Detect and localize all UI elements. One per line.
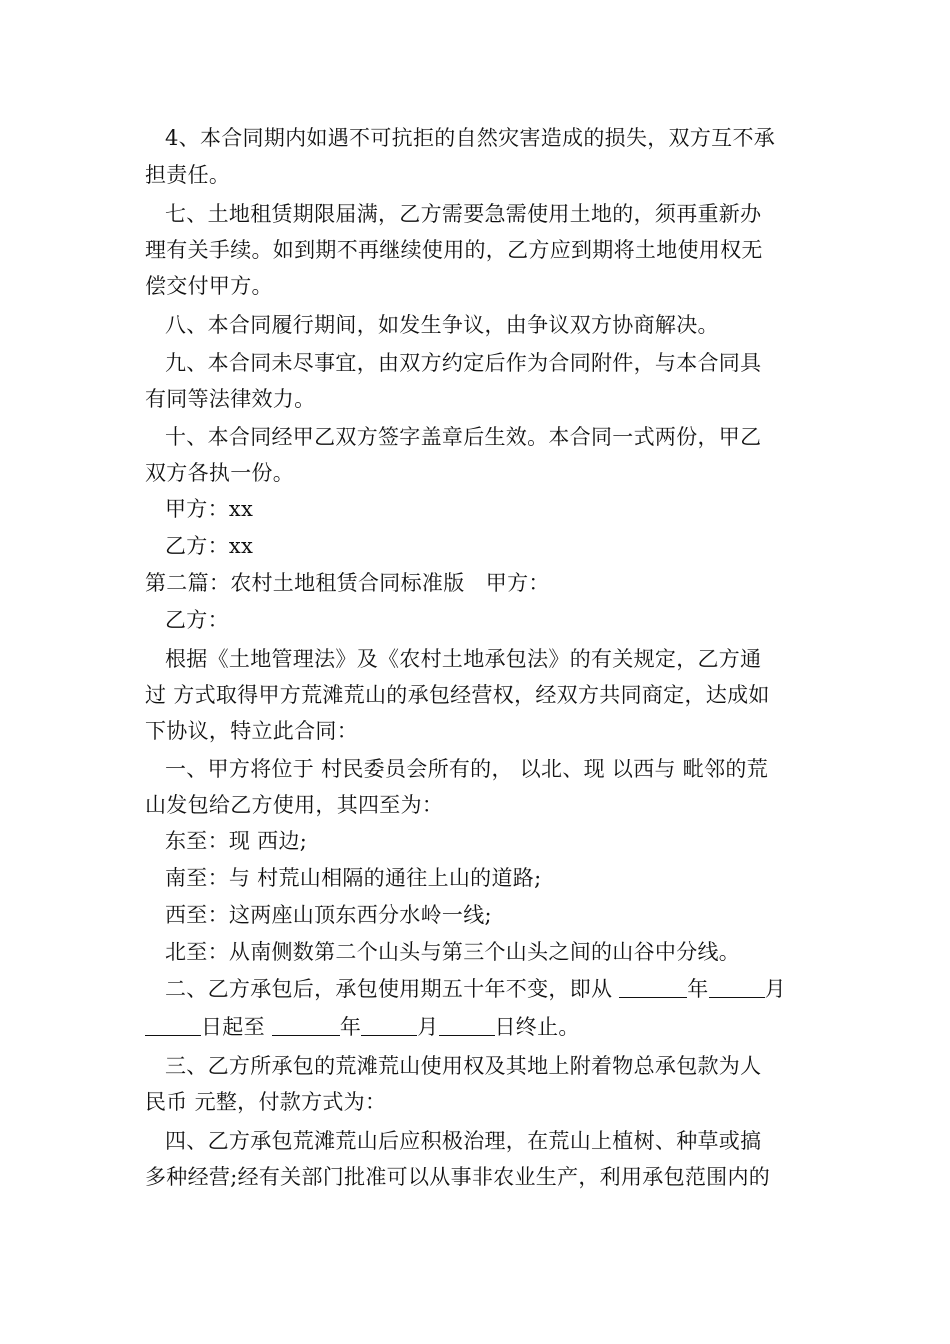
term-year: 年	[339, 1015, 362, 1039]
paragraph-line: 根据《土地管理法》及《农村土地承包法》的有关规定，乙方通	[165, 647, 762, 671]
term-month: 月	[764, 977, 786, 1001]
paragraph-line: 山发包给乙方使用，其四至为：	[145, 793, 444, 817]
paragraph-line: 4、本合同期内如遇不可抗拒的自然灾害造成的损失，双方互不承	[165, 126, 776, 150]
party-b-line: 乙方：xx	[165, 534, 254, 558]
term-year: 年	[687, 977, 709, 1001]
boundary-south: 南至：与 村荒山相隔的通往上山的道路;	[165, 866, 542, 890]
term-line-1	[165, 975, 835, 1003]
term-line-2	[145, 1013, 815, 1041]
paragraph-line: 九、本合同未尽事宜，由双方约定后作为合同附件，与本合同具	[165, 351, 762, 375]
paragraph-line: 下协议，特立此合同：	[145, 719, 358, 743]
blank-field	[145, 1015, 201, 1036]
blank-field	[709, 977, 765, 998]
paragraph-line: 担责任。	[145, 163, 231, 187]
boundary-east: 东至：现 西边;	[165, 829, 308, 853]
blank-field	[272, 1015, 340, 1036]
paragraph-line: 七、土地租赁期限届满，乙方需要急需使用土地的，须再重新办	[165, 202, 762, 226]
term-from: 日起至	[201, 1015, 272, 1039]
term-prefix: 二、乙方承包后，承包使用期五十年不变，即从	[165, 977, 620, 1001]
paragraph-line: 四、乙方承包荒滩荒山后应积极治理，在荒山上植树、种草或搞	[165, 1129, 762, 1153]
party-a-line: 甲方：xx	[165, 497, 254, 521]
paragraph-line: 双方各执一份。	[145, 461, 295, 485]
term-month: 月	[417, 1015, 439, 1039]
term-until: 日终止。	[494, 1015, 580, 1039]
paragraph-line: 过 方式取得甲方荒滩荒山的承包经营权，经双方共同商定，达成如	[145, 683, 770, 707]
blank-field	[361, 1015, 417, 1036]
paragraph-line: 多种经营;经有关部门批准可以从事非农业生产，利用承包范围内的	[145, 1165, 771, 1189]
boundary-west: 西至：这两座山顶东西分水岭一线;	[165, 903, 492, 927]
section-title: 第二篇：农村土地租赁合同标准版 甲方：	[145, 571, 550, 595]
paragraph-line: 十、本合同经甲乙双方签字盖章后生效。本合同一式两份，甲乙	[165, 425, 762, 449]
party-b-line: 乙方：	[165, 608, 229, 632]
paragraph-line: 民币 元整，付款方式为：	[145, 1090, 387, 1114]
blank-field	[619, 977, 687, 998]
paragraph-line: 三、乙方所承包的荒滩荒山使用权及其地上附着物总承包款为人	[165, 1054, 762, 1078]
blank-field	[439, 1015, 495, 1036]
paragraph-line: 一、甲方将位于 村民委员会所有的， 以北、现 以西与 毗邻的荒	[165, 757, 768, 781]
paragraph-line: 八、本合同履行期间，如发生争议，由争议双方协商解决。	[165, 313, 719, 337]
paragraph-line: 有同等法律效力。	[145, 387, 316, 411]
paragraph-line: 理有关手续。如到期不再继续使用的，乙方应到期将土地使用权无	[145, 238, 763, 262]
boundary-north: 北至：从南侧数第二个山头与第三个山头之间的山谷中分线。	[165, 940, 741, 964]
paragraph-line: 偿交付甲方。	[145, 274, 273, 298]
